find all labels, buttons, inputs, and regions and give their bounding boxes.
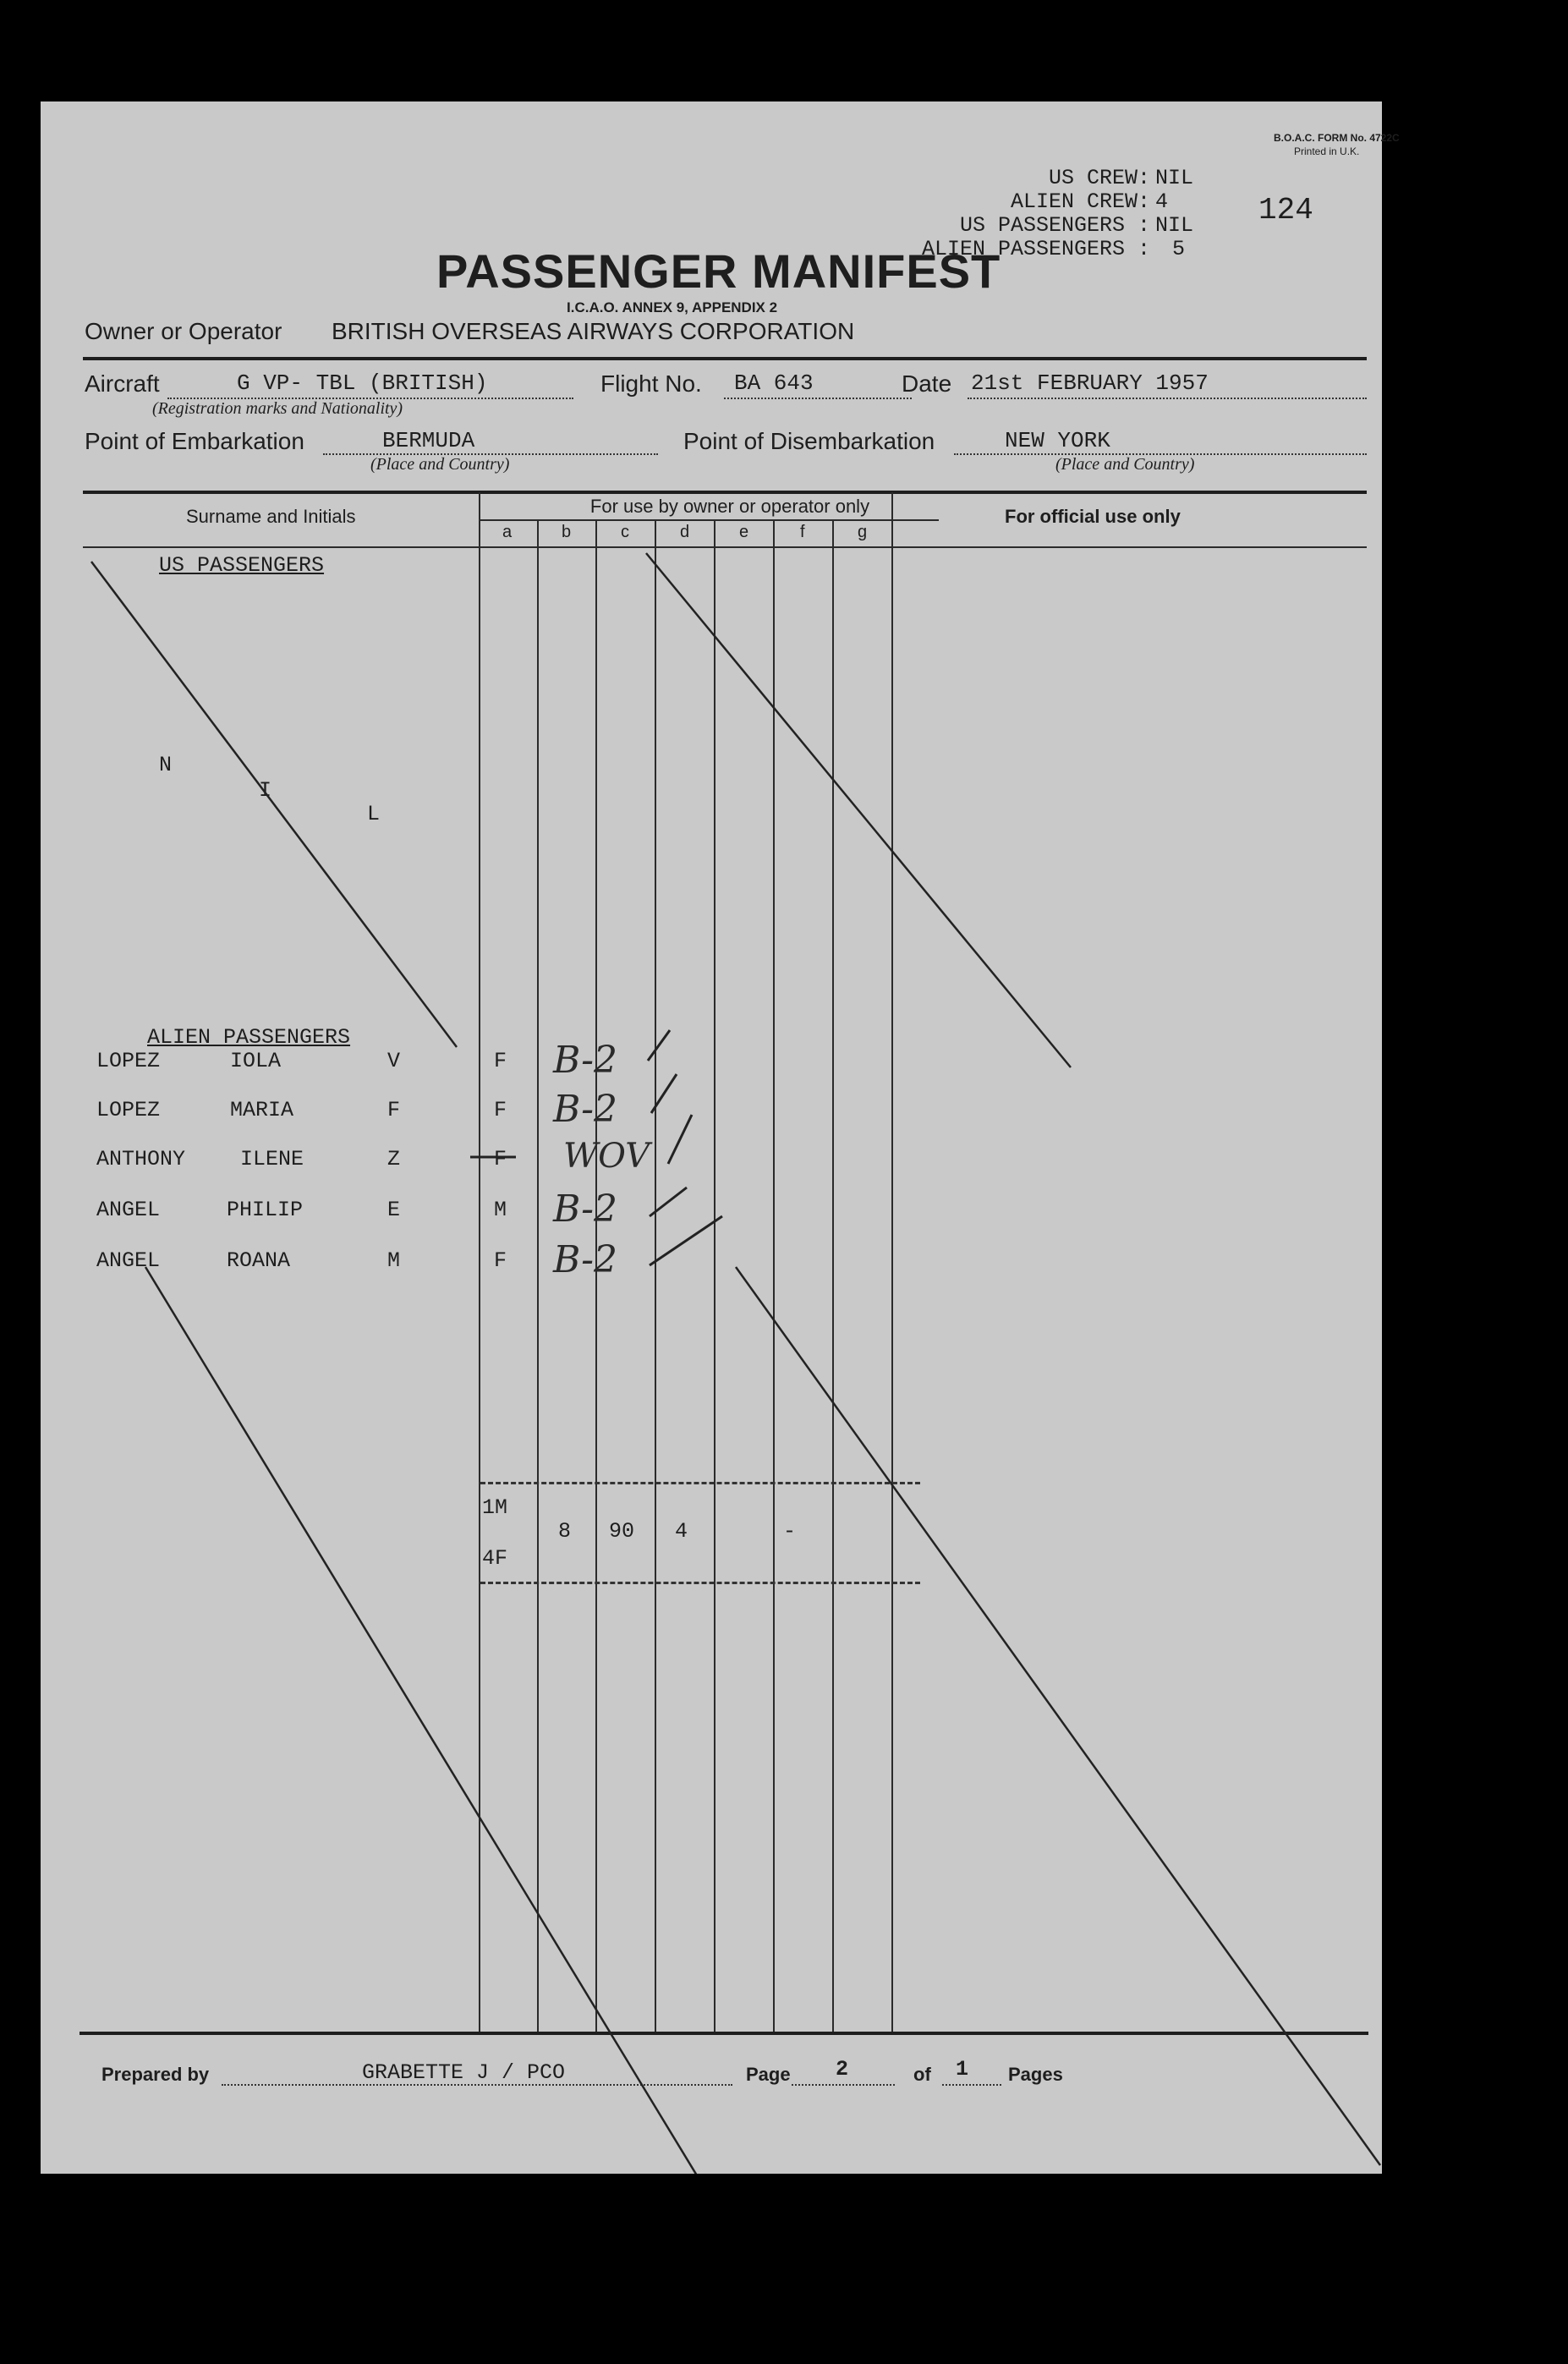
passenger-4-handwritten: B-2 (553, 1187, 618, 1231)
passenger-3-initial: Z (387, 1147, 401, 1171)
total-males: 1M (482, 1495, 508, 1520)
alien-passengers-value: 5 (1172, 237, 1186, 261)
passenger-2-initial: F (387, 1098, 401, 1122)
embarkation-value: BERMUDA (382, 428, 475, 453)
check-mark-1 (648, 1030, 670, 1061)
col-a-header: a (502, 523, 513, 541)
page-label: Page (746, 2064, 791, 2085)
passenger-4-surname: ANGEL (96, 1198, 161, 1222)
total-col-f: - (783, 1519, 797, 1544)
alien-passengers-label: ALIEN PASSENGERS : (921, 237, 1150, 261)
page-number-stamp: 124 (1258, 193, 1313, 228)
official-header: For official use only (1005, 506, 1181, 527)
passenger-2-handwritten: B-2 (553, 1088, 618, 1131)
aircraft-label: Aircraft (85, 370, 160, 397)
us-passengers-heading: US PASSENGERS (159, 553, 325, 578)
printed-in: Printed in U.K. (1294, 145, 1360, 157)
strike-line-bottom-left (145, 1267, 702, 2174)
alien-crew-label: ALIEN CREW: (1010, 189, 1150, 214)
owner-value: BRITISH OVERSEAS AIRWAYS CORPORATION (332, 318, 855, 344)
passenger-4-initial: E (387, 1198, 401, 1222)
flight-label: Flight No. (600, 370, 702, 397)
operator-header: For use by owner or operator only (589, 496, 870, 517)
check-mark-5 (650, 1216, 722, 1265)
passenger-5-handwritten: B-2 (553, 1238, 618, 1281)
manifest-sheet (41, 101, 1400, 2174)
strike-line-bottom-right (736, 1267, 1380, 2165)
aircraft-value: G VP- TBL (BRITISH) (237, 370, 488, 396)
alien-crew-value: 4 (1155, 189, 1169, 214)
flight-value: BA 643 (734, 370, 814, 396)
disembarkation-value: NEW YORK (1005, 428, 1110, 453)
us-passengers-value: NIL (1155, 213, 1194, 238)
passenger-3-handwritten: WOV (563, 1137, 650, 1176)
of-label: of (913, 2064, 931, 2085)
col-b-header: b (562, 523, 572, 541)
date-label: Date (902, 370, 952, 397)
strike-line-us-right (646, 553, 1071, 1067)
col-e-header: e (739, 523, 749, 541)
passenger-2-surname: LOPEZ (96, 1098, 161, 1122)
disembarkation-note: (Place and Country) (1055, 455, 1195, 474)
passenger-1-col-a: F (494, 1049, 507, 1073)
page-title: PASSENGER MANIFEST (436, 244, 1001, 298)
aircraft-note: (Registration marks and Nationality) (152, 399, 403, 418)
passenger-5-surname: ANGEL (96, 1248, 161, 1273)
passenger-4-given: PHILIP (227, 1198, 304, 1222)
prepared-by-label: Prepared by (101, 2064, 210, 2085)
date-value: 21st FEBRUARY 1957 (971, 370, 1209, 396)
owner-label: Owner or Operator (85, 318, 282, 344)
total-col-c: 90 (609, 1519, 635, 1544)
disembarkation-label: Point of Disembarkation (683, 428, 935, 454)
prepared-by-value: GRABETTE J / PCO (362, 2060, 566, 2085)
nil-letter-l: L (367, 802, 381, 826)
page-subtitle: I.C.A.O. ANNEX 9, APPENDIX 2 (567, 299, 778, 315)
check-mark-2 (651, 1074, 677, 1113)
pages-label: Pages (1008, 2064, 1063, 2085)
us-crew-label: US CREW: (1048, 166, 1150, 190)
passenger-5-initial: M (387, 1248, 401, 1273)
passenger-5-given: ROANA (227, 1248, 291, 1273)
col-g-header: g (858, 523, 868, 541)
passenger-3-given: ILENE (240, 1147, 304, 1171)
passenger-1-surname: LOPEZ (96, 1049, 161, 1073)
nil-letter-i: I (259, 778, 272, 803)
check-mark-4 (650, 1187, 687, 1216)
surname-header: Surname and Initials (186, 506, 356, 527)
embarkation-note: (Place and Country) (370, 455, 510, 474)
total-col-d: 4 (675, 1519, 688, 1544)
passenger-1-initial: V (387, 1049, 401, 1073)
passenger-3-col-a: F (494, 1147, 507, 1171)
page-value: 2 (836, 2057, 849, 2082)
check-mark-3 (668, 1115, 692, 1164)
col-d-header: d (680, 523, 690, 541)
total-females: 4F (482, 1546, 508, 1571)
embarkation-label: Point of Embarkation (85, 428, 304, 454)
col-c-header: c (621, 523, 629, 541)
passenger-5-col-a: F (494, 1248, 507, 1273)
nil-letter-n: N (159, 753, 173, 777)
passenger-4-col-a: M (494, 1198, 507, 1222)
alien-passengers-heading: ALIEN PASSENGERS (147, 1025, 351, 1050)
col-f-header: f (800, 523, 805, 541)
passenger-1-handwritten: B-2 (553, 1039, 618, 1082)
form-reference: B.O.A.C. FORM No. 4722C (1274, 132, 1400, 144)
of-value: 1 (956, 2057, 969, 2082)
us-passengers-label: US PASSENGERS : (959, 213, 1150, 238)
strike-through-lines (41, 101, 1382, 2174)
passenger-3-surname: ANTHONY (96, 1147, 186, 1171)
passenger-2-col-a: F (494, 1098, 507, 1122)
total-col-b: 8 (558, 1519, 572, 1544)
passenger-2-given: MARIA (230, 1098, 294, 1122)
strike-line-us-left (91, 562, 457, 1047)
us-crew-value: NIL (1155, 166, 1194, 190)
passenger-1-given: IOLA (230, 1049, 282, 1073)
